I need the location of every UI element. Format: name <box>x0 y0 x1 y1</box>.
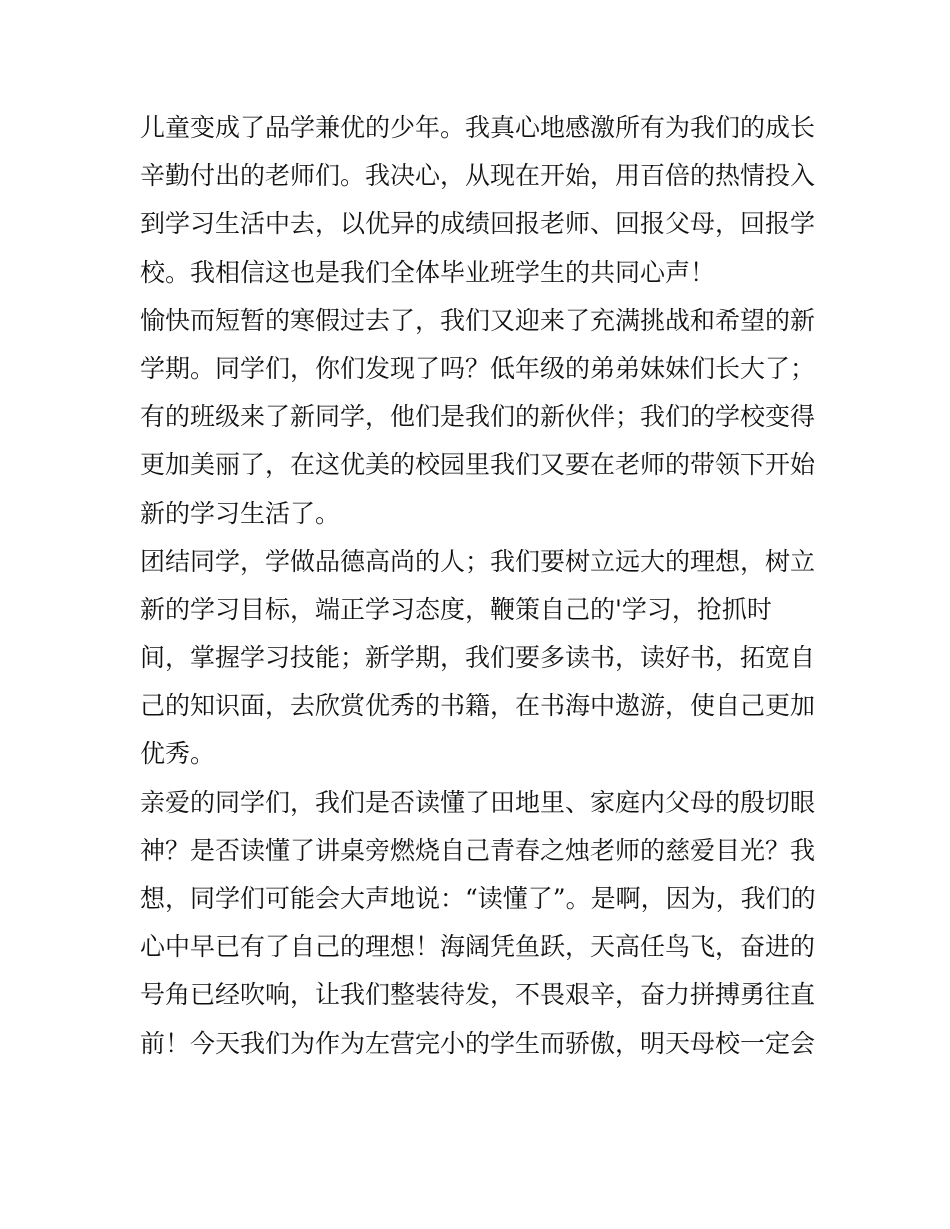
text-line: 间，掌握学习技能；新学期，我们要多读书，读好书，拓宽自 <box>140 643 816 673</box>
text-line: 想，同学们可能会大声地说：“读懂了”。是啊，因为，我们的 <box>140 884 816 913</box>
text-line: 到学习生活中去，以优异的成绩回报老师、回报父母，回报学 <box>140 209 816 239</box>
text-line: 儿童变成了品学兼优的少年。我真心地感激所有为我们的成长 <box>140 113 816 142</box>
text-line: 新的学习生活了。 <box>140 498 341 528</box>
text-line: 学期。同学们，你们发现了吗？低年级的弟弟妹妹们长大了； <box>140 353 816 383</box>
text-line: 更加美丽了，在这优美的校园里我们又要在老师的带领下开始 <box>140 450 816 480</box>
text-line: 号角已经吹响，让我们整装待发，不畏艰辛，奋力拼搏勇往直 <box>140 980 816 1010</box>
text-line: 辛勤付出的老师们。我决心，从现在开始，用百倍的热情投入 <box>140 161 816 191</box>
text-line: 神？是否读懂了讲桌旁燃烧自己青春之烛老师的慈爱目光？我 <box>140 835 816 865</box>
text-line: 团结同学，学做品德高尚的人；我们要树立远大的理想，树立 <box>140 546 816 576</box>
text-line: 优秀。 <box>140 739 216 769</box>
text-line: 前！今天我们为作为左营完小的学生而骄傲，明天母校一定会 <box>140 1028 816 1058</box>
text-line: 己的知识面，去欣赏优秀的书籍，在书海中遨游，使自己更加 <box>140 691 816 721</box>
text-line: 愉快而短暂的寒假过去了，我们又迎来了充满挑战和希望的新 <box>140 305 816 335</box>
text-line: 亲爱的同学们，我们是否读懂了田地里、家庭内父母的殷切眼 <box>140 787 816 817</box>
text-line: 心中早已有了自己的理想！海阔凭鱼跃，天高任鸟飞，奋进的 <box>140 932 816 962</box>
text-line: 校。我相信这也是我们全体毕业班学生的共同心声！ <box>140 257 716 287</box>
document-body <box>140 104 820 1068</box>
text-line: 有的班级来了新同学，他们是我们的新伙伴；我们的学校变得 <box>140 402 816 432</box>
text-line: 新的学习目标，端正学习态度，鞭策自己的'学习，抢抓时 <box>140 594 772 624</box>
